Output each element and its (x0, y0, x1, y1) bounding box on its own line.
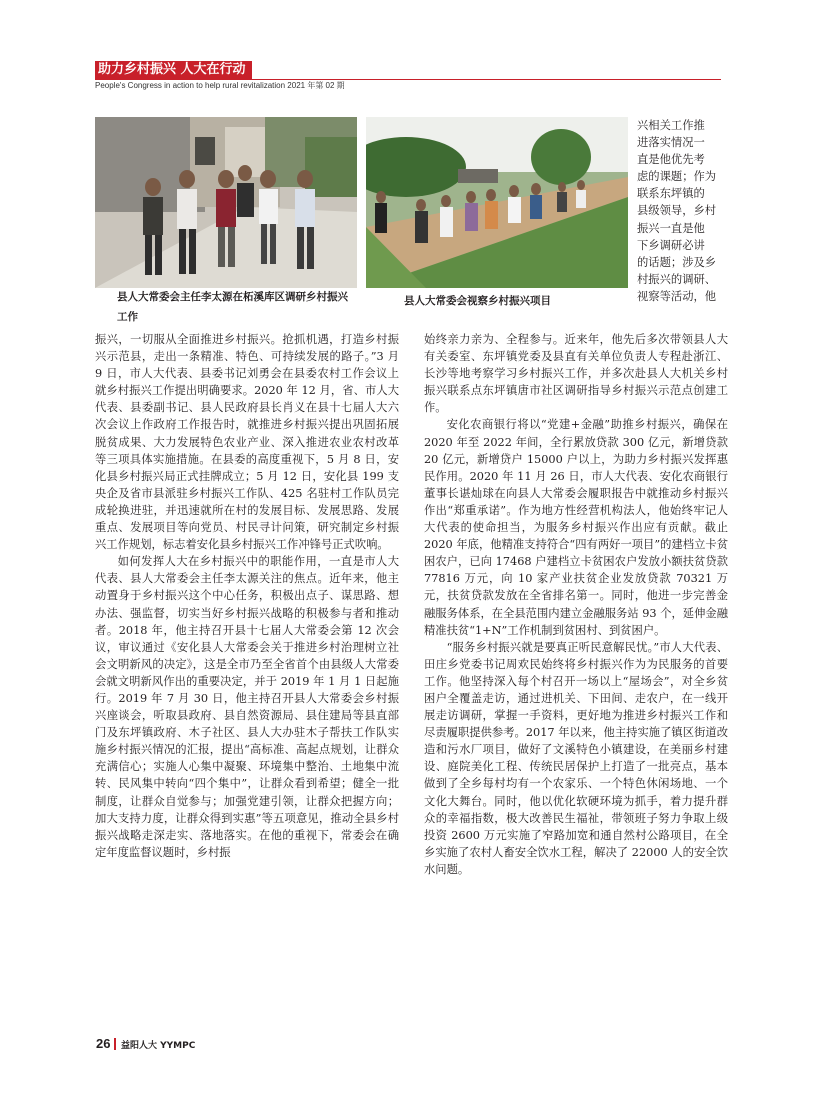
side-line: 村振兴的调研、 (637, 272, 717, 286)
side-line: 进落实情况一 (637, 136, 705, 150)
header-rule (95, 79, 721, 80)
side-line: 下乡调研必讲 (637, 238, 705, 252)
body-paragraph: 振兴，一切服从全面推进乡村振兴。抢抓机遇，打造乡村振兴示范县，走出一条精准、特色、可持续发展的路子。”3 月 9 日，市人大代表、县委书记刘勇会在县委农村工作会议上就乡村振兴工作提出明确要求。2020 年 12 月，省、市人大代表、县委副书记、县人民政府县长肖义在县十七届人大六次会议上作政府工作报告时，就推进乡村振兴提出巩固拓展脱贫成果、大力发展特色农业产业、深入推进农业农村改革等三项具体实施措施。在县委的高度重视下，5 月 8 日，安化县乡村振兴局正式挂牌成立；5 月 12 日，安化县 199 支央企及省市县派驻乡村振兴工作队、425 名驻村工作队员完成轮换进驻，并迅速就所在村的发展目标、发展思路、发展重点、发展项目等向党员、村民寻计问策，研究制定乡村振兴工作规划，标志着安化县乡村振兴工作冲锋号正式吹响。 (95, 333, 399, 552)
side-line: 直是他优先考 (637, 153, 705, 167)
side-line: 兴相关工作推 (637, 119, 705, 132)
side-line: 虑的课题；作为 (637, 170, 717, 184)
right-text-column (424, 331, 728, 878)
photo-inspection-street (95, 117, 357, 288)
photo-caption-left: 县人大常委会主任李太源在柘溪库区调研乡村振兴工作 (117, 291, 348, 323)
section-title: 助力乡村振兴 人大在行动 (95, 61, 252, 79)
magazine-name: 益阳人大 YYMPC (121, 1041, 196, 1051)
side-line: 的话题；涉及乡 (637, 255, 717, 269)
left-text-column (95, 331, 399, 861)
body-paragraph: 始终亲力亲为、全程参与。近来年，他先后多次带领县人大有关委室、东坪镇党委及县直有关单位负责人专程赴浙江、长沙等地考察学习乡村振兴工作，并多次赴县人大机关乡村振兴联系点东坪镇唐市社区调研指导乡村振兴示范点创建工作。 (424, 333, 728, 415)
photo-caption-right: 县人大常委会视察乡村振兴项目 (404, 295, 551, 307)
photo-project-inspection (366, 117, 628, 288)
side-line: 县级领导，乡村 (637, 204, 717, 218)
header-subtitle: People's Congress in action to help rural revitalization 2021 年第 02 期 (95, 81, 345, 90)
body-paragraph: 安化农商银行将以“党建+金融”助推乡村振兴，确保在 2020 年至 2022 年间，全行累放贷款 300 亿元，新增贷款 20 亿元，新增贷户 15000 户以上，为助力乡村振兴发挥惠民作用。2020 年 11 月 26 日，市人大代表、安化农商银行董事长谌灿球在向县人大常委会履职报告中就推动乡村振兴作出“郑重承诺”。作为地方性经营机构法人，他始终牢记人大代表的使命担当，为服务乡村振兴作出应有贡献。截止 2020 年底，他精准支持符合“四有两好一项目”的建档立卡贫困农户，已向 17468 户建档立卡贫困农户发放小额扶贫贷款 77816 万元，向 10 家产业扶贫企业发放贷款 70321 万元，扶贫贷款发放在全省排名第一。同时，他进一步完善金融服务体系，在全县范围内建立金融服务站 93 个，延伸金融精准扶贫“1+N”工作机制到贫困村、到贫困户。 (424, 418, 728, 637)
side-line: 振兴一直是他 (637, 221, 705, 235)
body-paragraph: 如何发挥人大在乡村振兴中的职能作用，一直是市人大代表、县人大常委会主任李太源关注的焦点。近年来，他主动置身于乡村振兴这个中心任务，积极出点子、谋思路、想办法、强监督，切实当好乡村振兴战略的积极参与者和推动者。2018 年，他主持召开县十七届人大常委会第 12 次会议，审议通过《安化县人大常委会关于推进乡村治理树立社会文明新风的决定》，这是全市乃至全省首个由县级人大常委会就文明新风作出的重要决定，并于 2019 年 1 月 1 日起施行。2019 年 7 月 30 日，他主持召开县人大常委会乡村振兴座谈会，听取县政府、县自然资源局、县住建局等县直部门及东坪镇政府、木子社区、县人大办驻木子帮扶工作队实施乡村振兴情况的汇报，提出“高标准、高起点规划，让群众充满信心；实施人心集中凝聚、环境集中整治、土地集中流转、民风集中转向“四个集中”，让群众看到希望；健全一批制度，让群众自觉参与；加强党建引领，让群众把握方向；加大支持力度，让群众得到实惠”等五项意见，推动全县乡村振兴战略走深走实、落地落实。在他的重视下，常委会在确定年度监督议题时，乡村振 (95, 555, 399, 859)
body-paragraph: “服务乡村振兴就是要真正听民意解民忧。”市人大代表、田庄乡党委书记周欢民始终将乡村振兴作为为民服务的首要工作。他坚持深入每个村召开一场以上“屋场会”，对全乡贫困户全覆盖走访，通过进机关、下田间、走农户，在一线开展走访调研，掌握一手资料，更好地为推进乡村振兴工作和尽责履职提供参考。2017 年以来，他主持实施了镇区街道改造和污水厂项目，做好了文溪特色小镇建设，在美丽乡村建设、庭院美化工程、传统民居保护上打造了一批亮点，基本做到了全乡每村均有一个农家乐、一个特色休闲场地、一个文化大舞台。同时，他以优化软硬环境为抓手，着力提升群众的幸福指数，极大改善民生福祉，带领班子努力争取上级投资 2600 万元实施了窄路加宽和通自然村公路项目，在全乡实施了农村人畜安全饮水工程，解决了 22000 人的安全饮水问题。 (424, 640, 728, 876)
side-line: 视察等活动，他 (637, 289, 717, 303)
side-line: 联系东坪镇的 (637, 187, 705, 201)
page-number: 26 (96, 1036, 111, 1051)
side-text-column (637, 117, 727, 305)
footer-divider (114, 1038, 116, 1050)
